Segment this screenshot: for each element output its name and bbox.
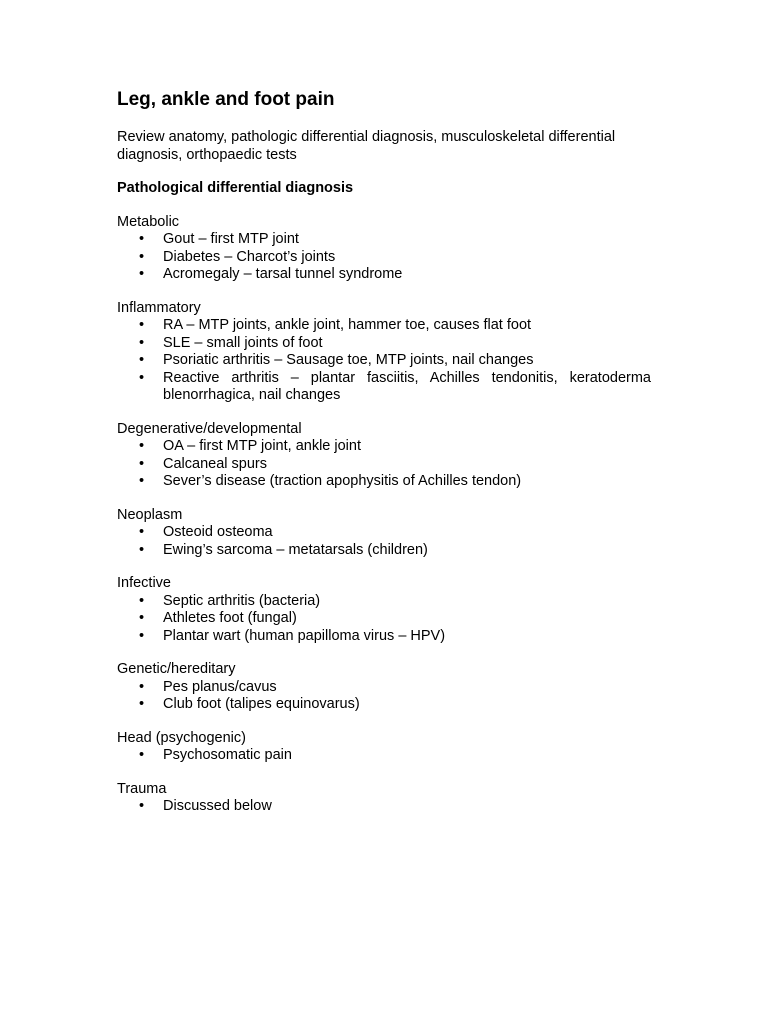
bullet-icon: • (139, 317, 145, 333)
intro-paragraph: Review anatomy, pathologic differential diagnosis, musculoskeletal differential diagnosis, orthopaedic tests (117, 129, 616, 163)
bullet-list (117, 593, 651, 646)
list-item-text: Psoriatic arthritis – Sausage toe, MTP joints, nail changes (163, 352, 534, 368)
list-item-text: Club foot (talipes equinovarus) (163, 696, 360, 712)
list-item-text: Plantar wart (human papilloma virus – HPV) (163, 627, 446, 644)
document-title: Leg, ankle and foot pain (117, 89, 335, 110)
list-item (117, 610, 651, 628)
list-item (117, 679, 651, 697)
bullet-list (117, 524, 651, 559)
list-item-text: Osteoid osteoma (163, 524, 273, 540)
list-item (117, 696, 651, 714)
list-item (117, 231, 651, 249)
category-block (117, 421, 651, 491)
bullet-list (117, 747, 651, 765)
list-item (117, 593, 651, 611)
bullet-list (117, 679, 651, 714)
list-item-text: Calcaneal spurs (163, 455, 267, 472)
bullet-icon: • (139, 455, 145, 472)
bullet-list (117, 317, 651, 405)
list-item-text: Discussed below (163, 798, 272, 814)
list-item-text: Athletes foot (fungal) (163, 610, 297, 626)
list-item (117, 335, 651, 353)
bullet-icon: • (139, 610, 145, 626)
bullet-icon: • (139, 438, 145, 454)
list-item (117, 352, 651, 370)
category-name: Neoplasm (117, 506, 183, 523)
category-block (117, 300, 651, 405)
category-block (117, 507, 651, 560)
category-block (117, 730, 651, 765)
bullet-icon: • (139, 678, 145, 695)
category-name: Metabolic (117, 213, 180, 230)
bullet-icon: • (139, 798, 145, 814)
list-item-text: Septic arthritis (bacteria) (163, 592, 321, 609)
category-name: Inflammatory (117, 299, 201, 316)
list-item-text: RA – MTP joints, ankle joint, hammer toe, causes flat foot (163, 317, 532, 333)
bullet-icon: • (139, 369, 145, 386)
category-name: Infective (117, 575, 171, 591)
category-block (117, 661, 651, 714)
bullet-icon: • (139, 473, 145, 489)
category-name: Degenerative/developmental (117, 420, 302, 437)
list-item-text: Diabetes – Charcot’s joints (163, 248, 336, 265)
list-item-text: Psychosomatic pain (163, 747, 292, 763)
list-item (117, 317, 651, 335)
category-name: Head (psychogenic) (117, 729, 246, 746)
bullet-icon: • (139, 747, 145, 763)
list-item-text: Ewing’s sarcoma – metatarsals (children) (163, 541, 428, 558)
list-item (117, 249, 651, 267)
list-item (117, 628, 651, 646)
bullet-icon: • (139, 231, 145, 247)
list-item-text: Reactive arthritis – plantar fasciitis, Achilles tendonitis, keratoderma blenorrhagica, nail changes (163, 369, 651, 403)
category-block (117, 575, 651, 645)
section-heading: Pathological differential diagnosis (117, 180, 354, 196)
bullet-icon: • (139, 248, 145, 265)
bullet-icon: • (139, 352, 145, 368)
list-item (117, 542, 651, 560)
list-item (117, 370, 651, 405)
bullet-icon: • (139, 627, 145, 644)
bullet-icon: • (139, 541, 145, 558)
list-item-text: Pes planus/cavus (163, 678, 277, 695)
list-item-text: Acromegaly – tarsal tunnel syndrome (163, 266, 403, 282)
bullet-list (117, 231, 651, 284)
list-item (117, 266, 651, 284)
document-page (117, 88, 651, 832)
category-name: Trauma (117, 780, 167, 797)
category-list (117, 214, 651, 816)
list-item (117, 438, 651, 456)
category-block (117, 214, 651, 284)
bullet-icon: • (139, 592, 145, 609)
list-item (117, 456, 651, 474)
bullet-list (117, 438, 651, 491)
list-item (117, 798, 651, 816)
list-item (117, 473, 651, 491)
list-item-text: Sever’s disease (traction apophysitis of Achilles tendon) (163, 473, 522, 489)
bullet-icon: • (139, 524, 145, 540)
list-item (117, 747, 651, 765)
bullet-list (117, 798, 651, 816)
list-item-text: SLE – small joints of foot (163, 334, 323, 351)
category-name: Genetic/hereditary (117, 661, 236, 677)
category-block (117, 781, 651, 816)
bullet-icon: • (139, 334, 145, 351)
list-item (117, 524, 651, 542)
list-item-text: OA – first MTP joint, ankle joint (163, 438, 361, 454)
bullet-icon: • (139, 266, 145, 282)
bullet-icon: • (139, 696, 145, 712)
list-item-text: Gout – first MTP joint (163, 231, 299, 247)
